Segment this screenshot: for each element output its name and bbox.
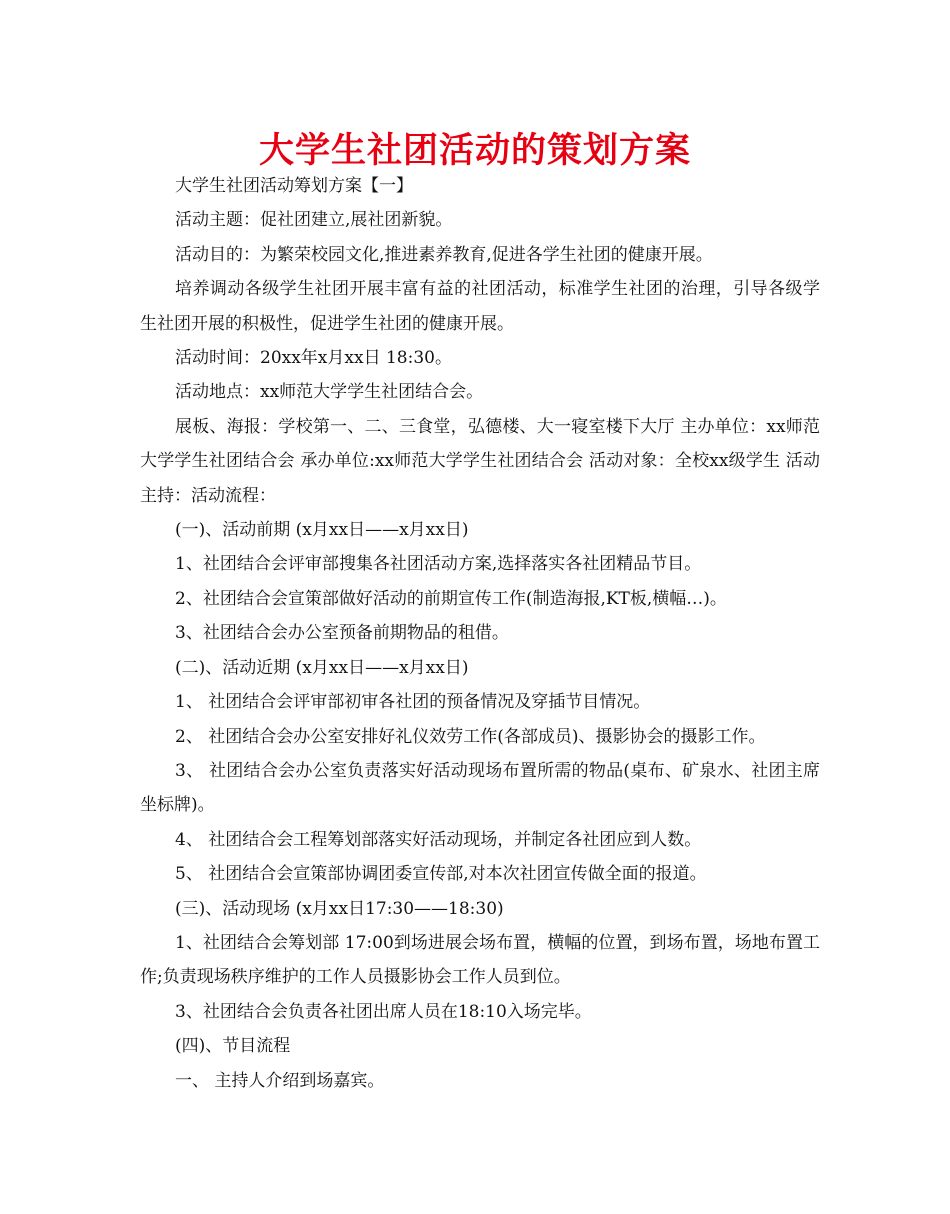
section-heading-recent: (二)、活动近期 (x月xx日——x月xx日)	[175, 657, 469, 678]
list-item: 1、社团结合会筹划部 17:00到场进展会场布置，横幅的位置，到场布置，场地布置工作;负责现场秩序维护的工作人员摄影协会工作人员到位。	[140, 932, 820, 988]
section-heading-early: (一)、活动前期 (x月xx日——x月xx日)	[175, 520, 469, 541]
paragraph-theme: 活动主题：促社团建立,展社团新貌。	[175, 210, 453, 231]
paragraph-organizers: 展板、海报：学校第一、二、三食堂，弘德楼、大一寝室楼下大厅 主办单位：xx师范大学学生社团结合会 承办单位:xx师范大学学生社团结合会 活动对象：全校xx级学生 活动主持：活动流程：	[140, 416, 820, 506]
list-item: 一、 主持人介绍到场嘉宾。	[175, 1070, 385, 1091]
list-item: 4、 社团结合会工程筹划部落实好活动现场，并制定各社团应到人数。	[175, 829, 702, 850]
list-item: 3、社团结合会负责各社团出席人员在18:10入场完毕。	[175, 1001, 592, 1022]
paragraph-time: 活动时间：20xx年x月xx日 18:30。	[175, 348, 452, 369]
document-title: 大学生社团活动的策划方案	[258, 130, 691, 171]
list-item: 1、 社团结合会评审部初审各社团的预备情况及穿插节目情况。	[175, 692, 651, 713]
list-item: 3、 社团结合会办公室负责落实好活动现场布置所需的物品(桌布、矿泉水、社团主席坐标牌)。	[140, 760, 820, 816]
list-item: 2、 社团结合会办公室安排好礼仪效劳工作(各部成员)、摄影协会的摄影工作。	[175, 726, 766, 747]
list-item: 3、社团结合会办公室预备前期物品的租借。	[175, 623, 509, 644]
list-item: 2、社团结合会宣策部做好活动的前期宣传工作(制造海报,KT板,横幅…)。	[175, 588, 727, 609]
paragraph-purpose: 活动目的：为繁荣校园文化,推进素养教育,促进各学生社团的健康开展。	[175, 244, 713, 265]
paragraph-location: 活动地点：xx师范大学学生社团结合会。	[175, 382, 484, 403]
paragraph-cultivate: 培养调动各级学生社团开展丰富有益的社团活动，标准学生社团的治理，引导各级学生社团开展的积极性，促进学生社团的健康开展。	[140, 279, 820, 334]
section-heading-program: (四)、节目流程	[175, 1036, 291, 1057]
paragraph-heading: 大学生社团活动筹划方案【一】	[175, 176, 413, 196]
document-body	[140, 169, 820, 1098]
section-heading-onsite: (三)、活动现场 (x月xx日17:30——18:30)	[175, 898, 504, 919]
list-item: 1、社团结合会评审部搜集各社团活动方案,选择落实各社团精品节目。	[175, 554, 702, 575]
list-item: 5、 社团结合会宣策部协调团委宣传部,对本次社团宣传做全面的报道。	[175, 864, 707, 885]
